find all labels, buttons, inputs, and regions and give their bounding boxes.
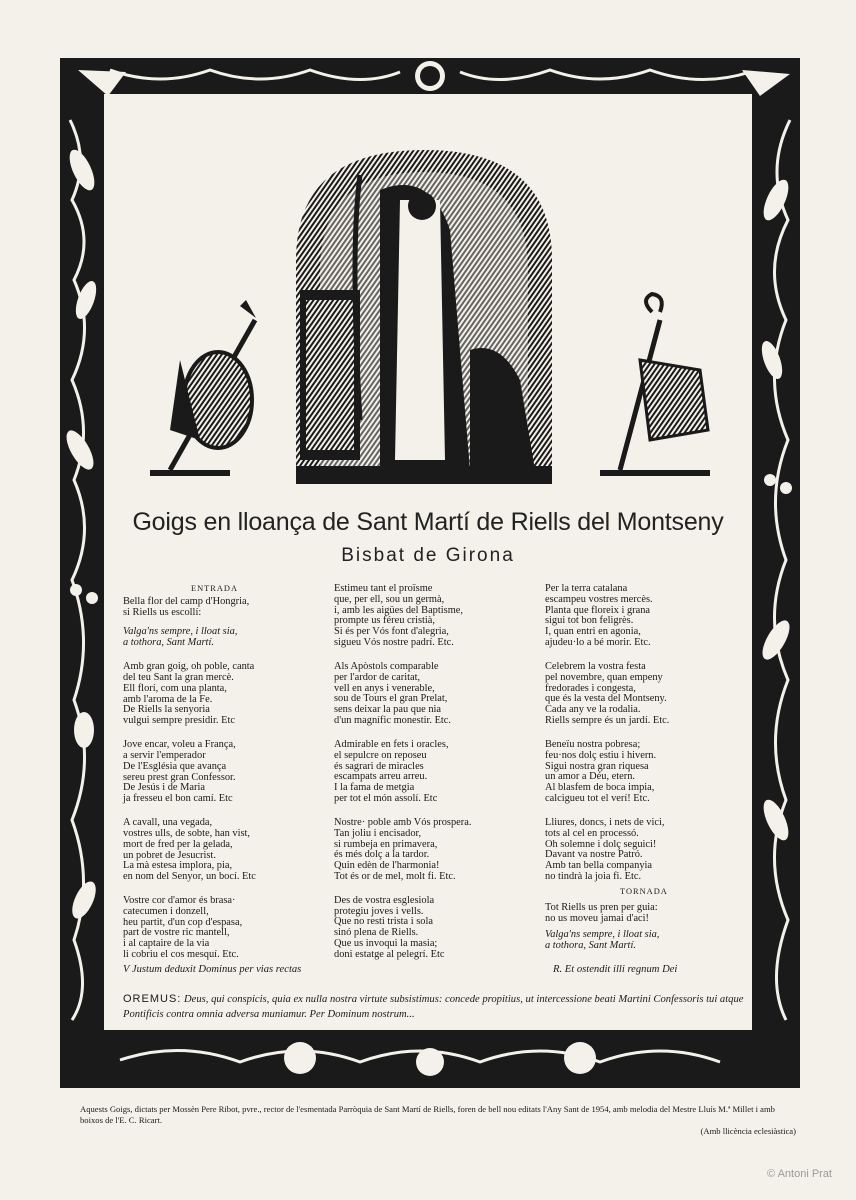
verse-line: si rumbeja en primavera, xyxy=(334,838,438,850)
saint-martin-woodcut xyxy=(296,150,552,484)
verse-line: vostres ulls, de sobte, han vist, xyxy=(123,827,250,839)
verse-line: ajudeu·lo a bé morir. Etc. xyxy=(545,636,651,648)
verse-column-3 xyxy=(545,584,750,965)
verse-line: Cada any ve la rodalia. xyxy=(545,704,641,716)
verse-line: és més dolç a la tardor. xyxy=(334,849,430,861)
footer-credits xyxy=(80,1104,796,1137)
verse-line: per l'ardor de caritat, xyxy=(334,671,421,683)
verse-line: mort de fred per la gelada, xyxy=(123,838,233,850)
verse-line: Davant va nostre Patró. xyxy=(545,849,643,861)
verse-line: d'un magnífic monestir. Etc. xyxy=(334,714,452,726)
verse-line: pel novembre, quan empeny xyxy=(545,671,663,683)
verse-line: Amb tan bella companyia xyxy=(545,860,653,872)
stanza xyxy=(334,584,534,649)
stanza-refrain xyxy=(545,930,750,952)
verse-line: no us moveu jamai d'aci! xyxy=(545,913,650,925)
verse-line: a tothora, Sant Martí. xyxy=(123,637,214,649)
stanza xyxy=(334,896,534,961)
verse-line: Que us invoqui la masia; xyxy=(334,938,438,950)
verse-line: Tot és or de mel, molt fi. Etc. xyxy=(334,870,456,882)
verse-line: un pobret de Jesucrist. xyxy=(123,849,216,861)
verse-line: Tot Riells us pren per guia: xyxy=(545,902,658,914)
page-subtitle: Bisbat de Girona xyxy=(341,545,515,566)
verse-line: per tot el món assolí. Etc xyxy=(334,792,438,804)
section-heading-entrada: ENTRADA xyxy=(191,584,239,593)
verse-line: un amor a Déu, etern. xyxy=(545,771,636,783)
verse-line: doni estatge al pelegrí. Etc xyxy=(334,948,445,960)
verse-line: Ell florí, com una planta, xyxy=(123,682,227,694)
verse-line: és sagrari de miracles xyxy=(334,760,424,772)
verse-line: Jove encar, voleu a França, xyxy=(123,739,236,751)
verse-line: si Riells us escollí: xyxy=(123,606,202,618)
page-title: Goigs en lloança de Sant Martí de Riells del Montseny xyxy=(132,508,724,536)
verse-line: sens deixar la pau que nia xyxy=(334,704,442,716)
stanza xyxy=(123,597,323,619)
stanza xyxy=(545,818,750,883)
verse-line: i al captaire de la via xyxy=(123,938,210,950)
verse-line: heu partit, d'un cop d'espasa, xyxy=(123,916,243,928)
verse-line: Planta que floreix i grana xyxy=(545,604,651,616)
verse-line: li cobriu el cos mesquí. Etc. xyxy=(123,949,239,961)
verse-line: Celebrem la vostra festa xyxy=(545,660,646,672)
verse-line: sou de Tours el gran Prelat, xyxy=(334,693,448,705)
footer-text: Aquests Goigs, dictats per Mossèn Pere Ribot, pvre., rector de l'esmentada Parròquia de Sant Martí de Riells, foren de bell nou editats l'Any Sant de 1954, amb melodia del Mestre Lluís M.ª Millet i amb boixos de l'E. C. Ricart. xyxy=(80,1104,775,1125)
verse-line: Riells sempre és un jardí. Etc. xyxy=(545,714,670,726)
license-note: (Amb llicència eclesiàstica) xyxy=(700,1126,796,1136)
stanza xyxy=(334,740,534,805)
verse-line: La mà estesa implora, pia, xyxy=(123,860,233,872)
verse-line: prompte us féreu cristià, xyxy=(334,615,435,627)
verse-line: Vostre cor d'amor és brasa· xyxy=(123,895,236,907)
verse-line: feu·nos dolç estiu i hivern. xyxy=(545,749,657,761)
verse-line: Valga'ns sempre, i lloat sia, xyxy=(123,626,238,638)
verse-line: Al blasfem de boca impia, xyxy=(545,782,655,794)
stanza xyxy=(545,584,750,649)
verse-line: vell en anys i venerable, xyxy=(334,682,435,694)
verse-line: Si és per Vós font d'alegria, xyxy=(334,626,449,638)
verse-line: i, amb les aigües del Baptisme, xyxy=(334,604,463,616)
copyright-watermark: © Antoni Prat xyxy=(767,1168,832,1180)
stanza xyxy=(123,740,323,805)
verse-line: que, per ell, sou un germà, xyxy=(334,593,445,605)
verse-line: a tothora, Sant Martí. xyxy=(545,939,636,951)
oremus-prayer xyxy=(123,992,753,1022)
verse-line: calcigueu tot el verí! Etc. xyxy=(545,792,650,804)
verse-line: sereu prest gran Confessor. xyxy=(123,771,236,783)
verse-line: Amb gran goig, oh poble, canta xyxy=(123,661,255,673)
verse-line: Valga'ns sempre, i lloat sia, xyxy=(545,929,660,941)
verse-line: catecumen i donzell, xyxy=(123,905,209,917)
verse-line: Nostre· poble amb Vós prospera. xyxy=(334,816,472,828)
verse-line: Estimeu tant el proïsme xyxy=(334,583,433,594)
verse-column-2 xyxy=(334,584,534,974)
verse-line: sinó plena de Riells. xyxy=(334,927,419,939)
verse-line: escampeu vostres mercès. xyxy=(545,593,653,605)
versicle: V Justum deduxit Dominus per vias rectas xyxy=(123,964,302,975)
verse-line: Admirable en fets i oracles, xyxy=(334,738,449,750)
section-heading-tornada: TORNADA xyxy=(620,886,668,896)
verse-line: que és la vesta del Montseny. xyxy=(545,693,667,705)
verse-line: De Riells la senyoria xyxy=(123,704,210,716)
oremus-text: Deus, qui conspicis, quia ex nulla nostra virtute subsistimus: concede propitius, ut intercessione beati Martini Confessoris tui atque Pontificis contra omnia adversa muniamur. Per Dominum nostrum... xyxy=(123,994,744,1020)
stanza-tornada xyxy=(545,903,750,925)
verse-line: del teu Sant la gran mercè. xyxy=(123,671,234,683)
verse-line: no tindrà la joia fi. Etc. xyxy=(545,870,642,882)
verse-line: tots al cel en processó. xyxy=(545,827,639,839)
verse-line: Lliures, doncs, i nets de vici, xyxy=(545,816,665,828)
stanza xyxy=(545,740,750,805)
verse-line: Des de vostra esglesiola xyxy=(334,894,435,906)
response: R. Et ostendit illi regnum Dei xyxy=(553,964,678,975)
verse-line: Quin edèn de l'harmonia! xyxy=(334,860,440,872)
verse-line: Que no resti trista i sola xyxy=(334,916,433,928)
verse-column-1 xyxy=(123,584,323,974)
stanza-refrain xyxy=(123,627,323,649)
verse-line: el sepulcre on reposeu xyxy=(334,749,427,761)
verse-line: sigui tot bon feligrès. xyxy=(545,615,634,627)
verse-line: protegiu joves i vells. xyxy=(334,905,424,917)
verse-line: escampats arreu arreu. xyxy=(334,771,428,783)
stanza xyxy=(123,662,323,727)
stanza xyxy=(334,662,534,727)
verse-line: amb l'aroma de la Fe. xyxy=(123,693,213,705)
verse-line: Per la terra catalana xyxy=(545,583,628,594)
verse-line: Bella flor del camp d'Hongria, xyxy=(123,595,250,607)
verse-line: De Jesús i de Maria xyxy=(123,782,205,794)
verse-line: en nom del Senyor, un bocí. Etc xyxy=(123,871,256,883)
verse-line: part de vostre ric mantell, xyxy=(123,927,230,939)
stanza xyxy=(334,818,534,883)
verse-line: ja fresseu el bon camí. Etc xyxy=(123,793,233,805)
verse-line: Sigui nostra gran riquesa xyxy=(545,760,649,772)
verse-line: I, quan entri en agonia, xyxy=(545,626,641,638)
stanza xyxy=(123,818,323,883)
verse-line: Tan joliu i encisador, xyxy=(334,827,422,839)
verse-line: I la fama de metgia xyxy=(334,782,415,794)
verse-line: vulgui sempre presidir. Etc xyxy=(123,715,235,727)
verse-line: a servir l'emperador xyxy=(123,749,206,761)
verse-line: fredorades i congesta, xyxy=(545,682,636,694)
oremus-title: OREMUS: xyxy=(123,993,182,1005)
verse-line: Oh solemne i dolç seguici! xyxy=(545,838,657,850)
stanza xyxy=(123,896,323,961)
verse-line: Als Apòstols comparable xyxy=(334,660,439,672)
verse-line: sigueu Vós nostre padrí. Etc. xyxy=(334,636,454,648)
verse-line: De l'Església que avança xyxy=(123,760,227,772)
verse-line: Beneïu nostra pobresa; xyxy=(545,738,641,750)
stanza xyxy=(545,662,750,727)
verse-line: A cavall, una vegada, xyxy=(123,817,213,829)
